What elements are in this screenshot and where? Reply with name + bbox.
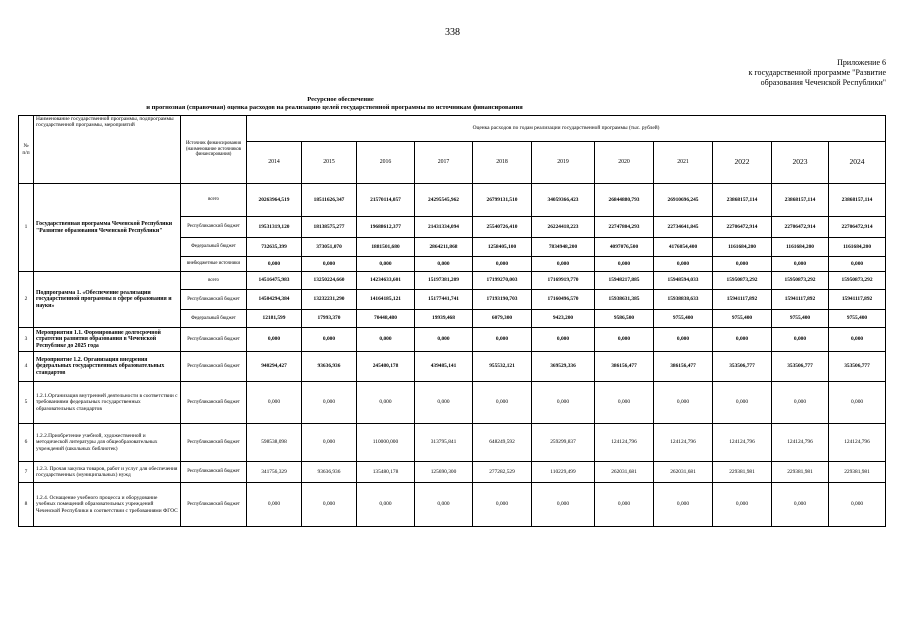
value-cell: 262031,681 — [654, 462, 713, 483]
value-cell: 0,000 — [357, 328, 415, 352]
year-header-2023: 2023 — [772, 142, 829, 184]
value-cell: 0,000 — [595, 328, 654, 352]
value-cell: 125690,300 — [415, 462, 473, 483]
value-cell: 4176054,400 — [654, 238, 713, 257]
value-cell: 15197381,209 — [415, 272, 473, 290]
value-cell: 34059366,423 — [532, 184, 595, 217]
year-header-2018: 2018 — [473, 142, 532, 184]
value-cell: 9755,400 — [713, 310, 772, 328]
value-cell: 373051,070 — [302, 238, 357, 257]
header-source: Источник финансирования (наименование источников финансирования) — [181, 116, 247, 184]
value-cell: 0,000 — [829, 483, 886, 527]
table-row — [19, 462, 886, 483]
row-number: 2 — [19, 272, 34, 328]
value-cell: 17199270,003 — [473, 272, 532, 290]
value-cell: 229381,981 — [713, 462, 772, 483]
value-cell: 0,000 — [473, 382, 532, 424]
year-header-2020: 2020 — [595, 142, 654, 184]
value-cell: 732635,399 — [247, 238, 302, 257]
value-cell: 12181,599 — [247, 310, 302, 328]
value-cell: 124124,796 — [595, 424, 654, 462]
value-cell: 0,000 — [829, 382, 886, 424]
value-cell: 124124,796 — [772, 424, 829, 462]
value-cell: 19688612,377 — [357, 217, 415, 238]
year-header-2021: 2021 — [654, 142, 713, 184]
resources-table — [18, 115, 886, 527]
value-cell: 15941117,892 — [713, 290, 772, 310]
value-cell: 9586,500 — [595, 310, 654, 328]
row-number: 6 — [19, 424, 34, 462]
row-number: 1 — [19, 184, 34, 272]
value-cell: 15950873,292 — [713, 272, 772, 290]
value-cell: 24295545,962 — [415, 184, 473, 217]
value-cell: 15941117,892 — [829, 290, 886, 310]
table-row — [19, 352, 886, 382]
value-cell: 0,000 — [357, 382, 415, 424]
value-cell: 262031,681 — [595, 462, 654, 483]
funding-source: внебюджетные источники — [181, 257, 247, 272]
value-cell: 124124,796 — [829, 424, 886, 462]
value-cell: 0,000 — [654, 382, 713, 424]
value-cell: 1161684,200 — [772, 238, 829, 257]
value-cell: 14516475,983 — [247, 272, 302, 290]
value-cell: 21431334,094 — [415, 217, 473, 238]
value-cell: 0,000 — [654, 257, 713, 272]
value-cell: 353506,777 — [772, 352, 829, 382]
page-number: 338 — [445, 27, 460, 38]
value-cell: 20263964,519 — [247, 184, 302, 217]
document-subtitle: и прогнозная (справочная) оценка расходов на реализацию целей государственной программы по источникам финансирования — [146, 104, 523, 111]
year-header-2016: 2016 — [357, 142, 415, 184]
value-cell: 15177441,741 — [415, 290, 473, 310]
value-cell: 23868157,114 — [829, 184, 886, 217]
value-cell: 0,000 — [473, 328, 532, 352]
value-cell: 17160496,570 — [532, 290, 595, 310]
value-cell: 0,000 — [415, 382, 473, 424]
funding-source: Федеральный бюджет — [181, 238, 247, 257]
year-header-2019: 2019 — [532, 142, 595, 184]
value-cell: 15938838,633 — [654, 290, 713, 310]
value-cell: 6079,300 — [473, 310, 532, 328]
row-number: 5 — [19, 382, 34, 424]
program-name: Государственная программа Чеченской Республики "Развитие образования Чеченской Республики" — [34, 184, 181, 272]
value-cell: 22706472,914 — [772, 217, 829, 238]
program-name: Мероприятия 1.1. Формирование долгосрочной стратегии развития образования в Чеченской Республике до 2025 года — [34, 328, 181, 352]
value-cell: 955532,121 — [473, 352, 532, 382]
value-cell: 277282,529 — [473, 462, 532, 483]
value-cell: 9755,400 — [654, 310, 713, 328]
value-cell: 9755,400 — [829, 310, 886, 328]
value-cell: 386156,477 — [595, 352, 654, 382]
row-number: 3 — [19, 328, 34, 352]
value-cell: 9755,400 — [772, 310, 829, 328]
value-cell: 0,000 — [713, 257, 772, 272]
funding-source: Республиканский бюджет — [181, 424, 247, 462]
value-cell: 1258405,100 — [473, 238, 532, 257]
value-cell: 0,000 — [713, 483, 772, 527]
value-cell: 110229,499 — [532, 462, 595, 483]
value-cell: 598538,098 — [247, 424, 302, 462]
value-cell: 4097076,500 — [595, 238, 654, 257]
year-header-2022: 2022 — [713, 142, 772, 184]
value-cell: 229381,981 — [829, 462, 886, 483]
funding-source: Республиканский бюджет — [181, 483, 247, 527]
value-cell: 0,000 — [302, 328, 357, 352]
header-num: № п/п — [19, 116, 34, 184]
value-cell: 0,000 — [302, 483, 357, 527]
year-header-2014: 2014 — [247, 142, 302, 184]
program-name: 1.2.1.Организация внутренней деятельности в соответствии с требованиями федеральных государственных образовательных стандартов — [34, 382, 181, 424]
year-header-2024: 2024 — [829, 142, 886, 184]
value-cell: 70448,480 — [357, 310, 415, 328]
value-cell: 2864211,868 — [415, 238, 473, 257]
value-cell: 0,000 — [357, 483, 415, 527]
document-title: Ресурсное обеспечение — [307, 96, 374, 103]
row-number: 8 — [19, 483, 34, 527]
value-cell: 341756,329 — [247, 462, 302, 483]
value-cell: 26910696,245 — [654, 184, 713, 217]
value-cell: 369529,336 — [532, 352, 595, 382]
value-cell: 93636,936 — [302, 462, 357, 483]
table-row — [19, 382, 886, 424]
value-cell: 0,000 — [302, 382, 357, 424]
value-cell: 135480,178 — [357, 462, 415, 483]
value-cell: 22706472,914 — [829, 217, 886, 238]
value-cell: 0,000 — [247, 483, 302, 527]
value-cell: 26224418,223 — [532, 217, 595, 238]
header-name: Наименование государственной программы, подпрограммы государственной программы, мероприятий — [34, 116, 181, 184]
table-row — [19, 272, 886, 290]
value-cell: 9423,200 — [532, 310, 595, 328]
value-cell: 245480,178 — [357, 352, 415, 382]
value-cell: 19531319,120 — [247, 217, 302, 238]
value-cell: 23868157,114 — [772, 184, 829, 217]
value-cell: 313795,841 — [415, 424, 473, 462]
row-number: 7 — [19, 462, 34, 483]
value-cell: 386156,477 — [654, 352, 713, 382]
value-cell: 0,000 — [415, 328, 473, 352]
value-cell: 0,000 — [595, 257, 654, 272]
value-cell: 93636,936 — [302, 352, 357, 382]
value-cell: 15938631,385 — [595, 290, 654, 310]
value-cell: 0,000 — [829, 257, 886, 272]
funding-source: Республиканский бюджет — [181, 290, 247, 310]
value-cell: 22747804,293 — [595, 217, 654, 238]
value-cell: 15948594,033 — [654, 272, 713, 290]
value-cell: 22706472,914 — [713, 217, 772, 238]
program-name: Подпрограмма 1. «Обеспечение реализации государственной программы в сфере образования и науки» — [34, 272, 181, 328]
value-cell: 17193190,703 — [473, 290, 532, 310]
value-cell: 0,000 — [532, 483, 595, 527]
value-cell: 7834948,200 — [532, 238, 595, 257]
value-cell: 1161684,200 — [713, 238, 772, 257]
appendix-line-3: образования Чеченской Республики" — [760, 78, 886, 87]
value-cell: 110000,000 — [357, 424, 415, 462]
value-cell: 0,000 — [532, 328, 595, 352]
funding-source: Федеральный бюджет — [181, 310, 247, 328]
value-cell: 1881501,680 — [357, 238, 415, 257]
value-cell: 0,000 — [415, 483, 473, 527]
value-cell: 0,000 — [595, 483, 654, 527]
funding-source: Республиканский бюджет — [181, 352, 247, 382]
value-cell: 23868157,114 — [713, 184, 772, 217]
value-cell: 17169919,770 — [532, 272, 595, 290]
funding-source: Республиканский бюджет — [181, 217, 247, 238]
value-cell: 229381,981 — [772, 462, 829, 483]
table-row — [19, 184, 886, 217]
value-cell: 14234633,601 — [357, 272, 415, 290]
value-cell: 19939,468 — [415, 310, 473, 328]
appendix-note — [586, 58, 886, 88]
value-cell: 0,000 — [654, 328, 713, 352]
value-cell: 124124,796 — [654, 424, 713, 462]
value-cell: 0,000 — [247, 382, 302, 424]
value-cell: 15950873,292 — [772, 272, 829, 290]
value-cell: 22734641,845 — [654, 217, 713, 238]
value-cell: 0,000 — [772, 257, 829, 272]
value-cell: 0,000 — [302, 257, 357, 272]
table-row — [19, 328, 886, 352]
value-cell: 439485,141 — [415, 352, 473, 382]
value-cell: 648249,592 — [473, 424, 532, 462]
value-cell: 0,000 — [247, 328, 302, 352]
program-name: 1.2.3. Прочая закупка товаров, работ и услуг для обеспечения государственных (муниципальных) нужд — [34, 462, 181, 483]
program-name: Мероприятие 1.2. Организация внедрения федеральных государственных образовательных стандартов — [34, 352, 181, 382]
value-cell: 0,000 — [713, 382, 772, 424]
value-cell: 940294,427 — [247, 352, 302, 382]
appendix-line-2: к государственной программе "Развитие — [748, 68, 886, 77]
year-header-2015: 2015 — [302, 142, 357, 184]
year-header-2017: 2017 — [415, 142, 473, 184]
value-cell: 1161684,200 — [829, 238, 886, 257]
program-name: 1.2.2.Приобретение учебной, художественной и методической литературы для общеобразовательных учреждений (школьных библиотек) — [34, 424, 181, 462]
value-cell: 21570114,057 — [357, 184, 415, 217]
value-cell: 18511626,347 — [302, 184, 357, 217]
value-cell: 0,000 — [473, 483, 532, 527]
funding-source: Республиканский бюджет — [181, 462, 247, 483]
value-cell: 15950873,292 — [829, 272, 886, 290]
value-cell: 353506,777 — [713, 352, 772, 382]
program-name: 1.2.4. Оснащение учебного процесса и оборудование учебных помещений образовательных учреждений Чеченской Республики в соответствии с требованиями ФГОС — [34, 483, 181, 527]
value-cell: 0,000 — [829, 328, 886, 352]
value-cell: 0,000 — [772, 483, 829, 527]
row-number: 4 — [19, 352, 34, 382]
value-cell: 18138575,277 — [302, 217, 357, 238]
value-cell: 0,000 — [532, 382, 595, 424]
table-row — [19, 424, 886, 462]
value-cell: 0,000 — [247, 257, 302, 272]
value-cell: 0,000 — [415, 257, 473, 272]
table-row — [19, 483, 886, 527]
funding-source: всего — [181, 272, 247, 290]
value-cell: 13250224,660 — [302, 272, 357, 290]
value-cell: 353506,777 — [829, 352, 886, 382]
value-cell: 0,000 — [357, 257, 415, 272]
header-estimate: Оценка расходов по годам реализации государственной программы (тыс. рублей) — [247, 116, 886, 142]
value-cell: 0,000 — [713, 328, 772, 352]
value-cell: 124124,796 — [713, 424, 772, 462]
value-cell: 26844880,793 — [595, 184, 654, 217]
value-cell: 0,000 — [473, 257, 532, 272]
value-cell: 17993,370 — [302, 310, 357, 328]
value-cell: 25540726,410 — [473, 217, 532, 238]
value-cell: 26799131,510 — [473, 184, 532, 217]
value-cell: 0,000 — [532, 257, 595, 272]
value-cell: 0,000 — [302, 424, 357, 462]
appendix-line-1: Приложение 6 — [837, 58, 886, 67]
value-cell: 14164185,121 — [357, 290, 415, 310]
value-cell: 0,000 — [595, 382, 654, 424]
value-cell: 14504294,384 — [247, 290, 302, 310]
value-cell: 259299,837 — [532, 424, 595, 462]
funding-source: Республиканский бюджет — [181, 382, 247, 424]
value-cell: 13232231,290 — [302, 290, 357, 310]
funding-source: Республиканский бюджет — [181, 328, 247, 352]
value-cell: 15941117,892 — [772, 290, 829, 310]
funding-source: всего — [181, 184, 247, 217]
value-cell: 15948217,885 — [595, 272, 654, 290]
value-cell: 0,000 — [772, 328, 829, 352]
value-cell: 0,000 — [654, 483, 713, 527]
value-cell: 0,000 — [772, 382, 829, 424]
